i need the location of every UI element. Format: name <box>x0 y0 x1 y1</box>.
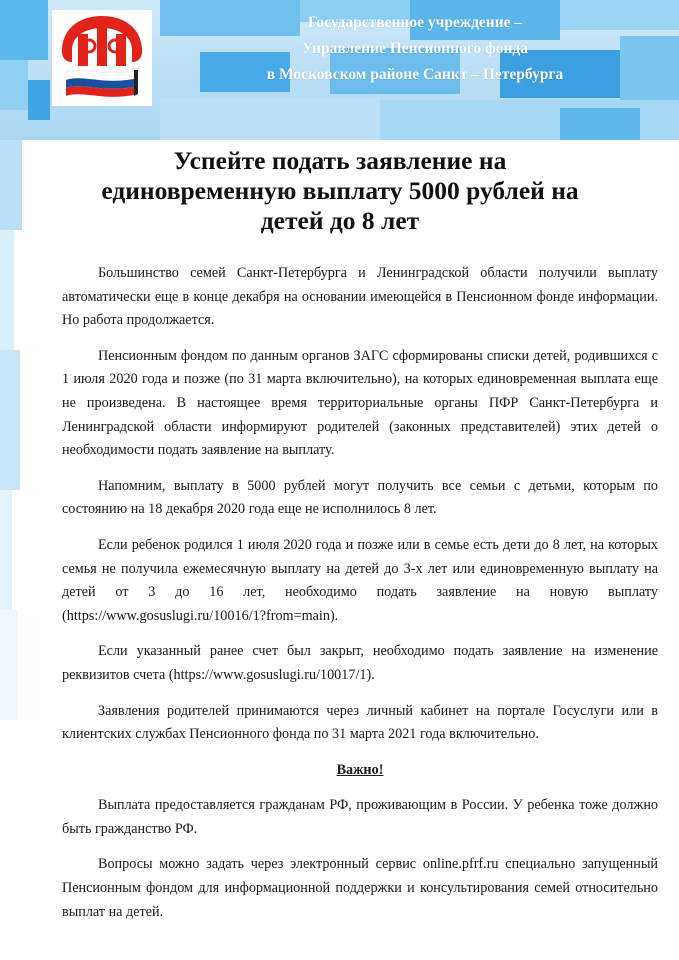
paragraph: Пенсионным фондом по данным органов ЗАГС сформированы списки детей, родившихся с 1 июля 2020 года и позже (по 31 марта включительно), на которых единовременная выплата еще не произведена. В настоящее время территориальные органы ПФР Санкт-Петербурга и Ленинградской области информируют родителей (законных представителей) этих детей о необходимости подать заявление на выплату. <box>62 347 658 459</box>
paragraph: Большинство семей Санкт-Петербурга и Ленинградской области получили выплату автоматически еще в конце декабря на основании имеющейся в Пенсионном фонде информации. Но работа продолжается. <box>62 265 658 329</box>
paragraph: Если ребенок родился 1 июля 2020 года и позже или в семье есть дети до 8 лет, на которых семья не получила ежемесячную выплату на детей до 3-х лет или единовременную выплату на детей от 3 до 16 лет, необходимо подать заявление на новую выплату (https://www.gosuslugi.ru/10016/1?from=main). <box>62 536 658 624</box>
organization-line: Управление Пенсионного фонда <box>301 40 529 57</box>
title-line: детей до 8 лет <box>260 206 420 235</box>
important-heading: Важно! <box>336 761 384 778</box>
organization-line: Государственное учреждение – <box>307 14 523 31</box>
paragraph: Напомним, выплату в 5000 рублей могут получить все семьи с детьми, которым по состоянию на 18 декабря 2020 года еще не исполнилось 8 лет. <box>62 477 658 518</box>
page-title <box>70 146 610 236</box>
paragraph: Выплата предоставляется гражданам РФ, проживающим в России. У ребенка тоже должно быть гражданство РФ. <box>62 797 658 837</box>
title-line: единовременную выплату 5000 рублей на <box>101 176 579 205</box>
title-line: Успейте подать заявление на <box>173 146 507 175</box>
organization-line: в Московском районе Санкт – Петербурга <box>266 66 564 83</box>
paragraph: Если указанный ранее счет был закрыт, необходимо подать заявление на изменение реквизитов счета (https://www.gosuslugi.ru/10017/1). <box>62 643 658 683</box>
paragraph: Вопросы можно задать через электронный сервис online.pfrf.ru специально запущенный Пенсионным фондом для информационной поддержки и консультирования семей относительно выплат на детей. <box>62 856 658 920</box>
paragraph: Заявления родителей принимаются через личный кабинет на портале Госуслуги или в клиентских службах Пенсионного фонда по 31 марта 2021 года включительно. <box>62 702 658 743</box>
body-text <box>62 262 658 936</box>
